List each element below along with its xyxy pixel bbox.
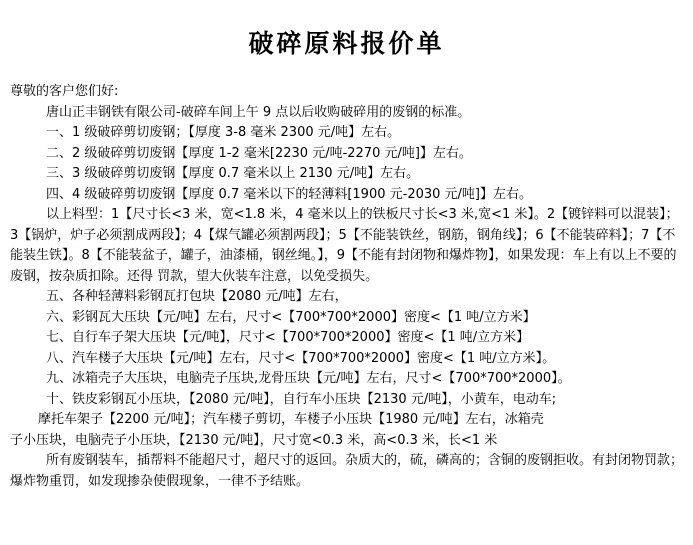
materials-note: 以上料型：1【尺寸长<3 米，宽<1.8 米，4 毫米以上的铁板尺寸长<3 米,宽<1 米】。2【镀锌料可以混装】；3【锅炉，炉子必须割成两段】；4【煤气罐必须割两段】；5【不能装铁丝，钢筋，钢角线】；6【不能装碎料】；7【不能装生铁】。8【不能装盆子，罐子，油漆桶，钢丝绳。】，9【不能有封闭物和爆炸物】，如果发现：车上有以上不要的废钢，按杂质扣除。还得 罚款，望大伙装车注意，以免受损失。 xyxy=(10,207,679,284)
list-item: 七、自行车子架大压块【元/吨】，尺寸<【700*700*2000】密度<【1 吨/立方米】 xyxy=(46,330,530,345)
list-item-continuation: 摩托车架子【2200 元/吨】；汽车楼子剪切，车楼子小压块【1980 元/吨】左右，冰箱壳 xyxy=(38,412,544,427)
greeting: 尊敬的客户您们好: xyxy=(10,84,119,99)
list-item: 十、铁皮彩钢瓦小压块，【2080 元/吨】，自行车小压块【2130 元/吨】，小黄车，电动车; xyxy=(46,391,557,407)
list-item: 二、2 级破碎剪切废钢【厚度 1-2 毫米[2230 元/吨-2270 元/吨]】左右。 xyxy=(46,145,472,161)
list-item: 一、1 级破碎剪切废钢；【厚度 3-8 毫米 2300 元/吨】左右。 xyxy=(46,125,401,140)
list-item: 六、彩钢瓦大压块【元/吨】左右，尺寸<【700*700*2000】密度<【1 吨/立方米】 xyxy=(46,309,536,325)
list-item: 五、各种轻薄料彩钢瓦打包块【2080 元/吨】左右， xyxy=(46,289,348,304)
list-item: 八、汽车楼子大压块【元/吨】左右，尺寸<【700*700*2000】密度<【1 吨/立方米】。 xyxy=(46,350,556,366)
list-item: 三、3 级破碎剪切废钢【厚度 0.7 毫米以上 2130 元/吨】左右。 xyxy=(46,166,420,181)
page-title: 破碎原料报价单 xyxy=(248,29,445,58)
closing-note: 所有废钢装车，插帮料不能超尺寸，超尺寸的返回。杂质大的，硫，磷高的；含铜的废钢拒收。有封闭物罚款；爆炸物重罚，如发现掺杂使假现象，一律不予结账。 xyxy=(10,453,684,489)
intro-text: 唐山正丰钢铁有限公司-破碎车间上午 9 点以后收购破碎用的废钢的标准。 xyxy=(46,104,471,120)
list-item: 四、4 级破碎剪切废钢【厚度 0.7 毫米以下的轻薄料[1900 元-2030 元/吨]】左右。 xyxy=(46,186,532,202)
document-body xyxy=(10,82,685,492)
list-item-continuation: 子小压块，电脑壳子小压块，【2130 元/吨】，尺寸宽<0.3 米，高<0.3 米，长<1 米 xyxy=(10,432,498,448)
list-item: 九、冰箱壳子大压块，电脑壳子压块,龙骨压块【元/吨】左右，尺寸<【700*700*2000】。 xyxy=(46,371,571,386)
